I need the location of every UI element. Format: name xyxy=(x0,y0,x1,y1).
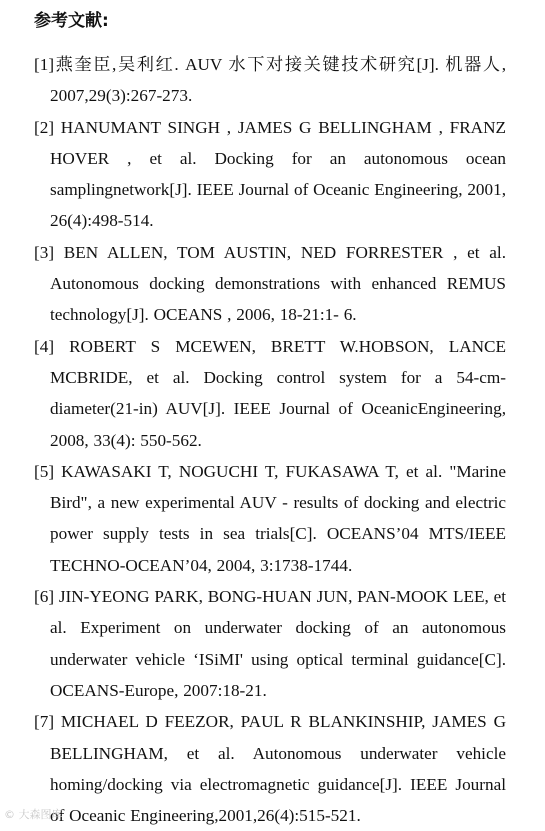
reference-entry-2: [2] HANUMANT SINGH , JAMES G BELLINGHAM , FRANZ HOVER , et al. Docking for an autonomous ocean samplingnetwork[J]. IEEE Journal of Oceanic Engineering, 2001, 26(4):498-514. xyxy=(34,117,506,231)
reference-entry-7: [7] MICHAEL D FEEZOR, PAUL R BLANKINSHIP, JAMES G BELLINGHAM, et al. Autonomous underwater vehicle homing/docking via electromagnetic guidance[J]. IEEE Journal of Oceanic Engineering,2001,26(4):515-521. xyxy=(34,712,506,826)
reference-list xyxy=(34,49,506,831)
reference-entry-1: [1]燕奎臣,吴利红. AUV 水下对接关键技术研究[J]. 机器人, 2007,29(3):267-273. xyxy=(34,55,506,106)
watermark: © 大森图库 xyxy=(4,808,63,821)
reference-entry-6: [6] JIN-YEONG PARK, BONG-HUAN JUN, PAN-MOOK LEE, et al. Experiment on underwater docking of an autonomous underwater vehicle ‘ISiMI' using optical terminal guidance[C]. OCEANS-Europe, 2007:18-21. xyxy=(34,587,507,700)
reference-entry-5: [5] KAWASAKI T, NOGUCHI T, FUKASAWA T, et al. "Marine Bird", a new experimental AUV - results of docking and electric power supply tests in sea trials[C]. OCEANS’04 MTS/IEEE TECHNO-OCEAN’04, 2004, 3:1738-1744. xyxy=(34,461,506,575)
reference-entry-3: [3] BEN ALLEN, TOM AUSTIN, NED FORRESTER , et al. Autonomous docking demonstrations with enhanced REMUS technology[J]. OCEANS , 2006, 18-21:1- 6. xyxy=(34,242,506,325)
references-heading: 参考文献: xyxy=(34,11,109,31)
reference-entry-4: [4] ROBERT S MCEWEN, BRETT W.HOBSON, LANCE MCBRIDE, et al. Docking control system for a 54-cm-diameter(21-in) AUV[J]. IEEE Journal of OceanicEngineering, 2008, 33(4): 550-562. xyxy=(34,336,506,450)
